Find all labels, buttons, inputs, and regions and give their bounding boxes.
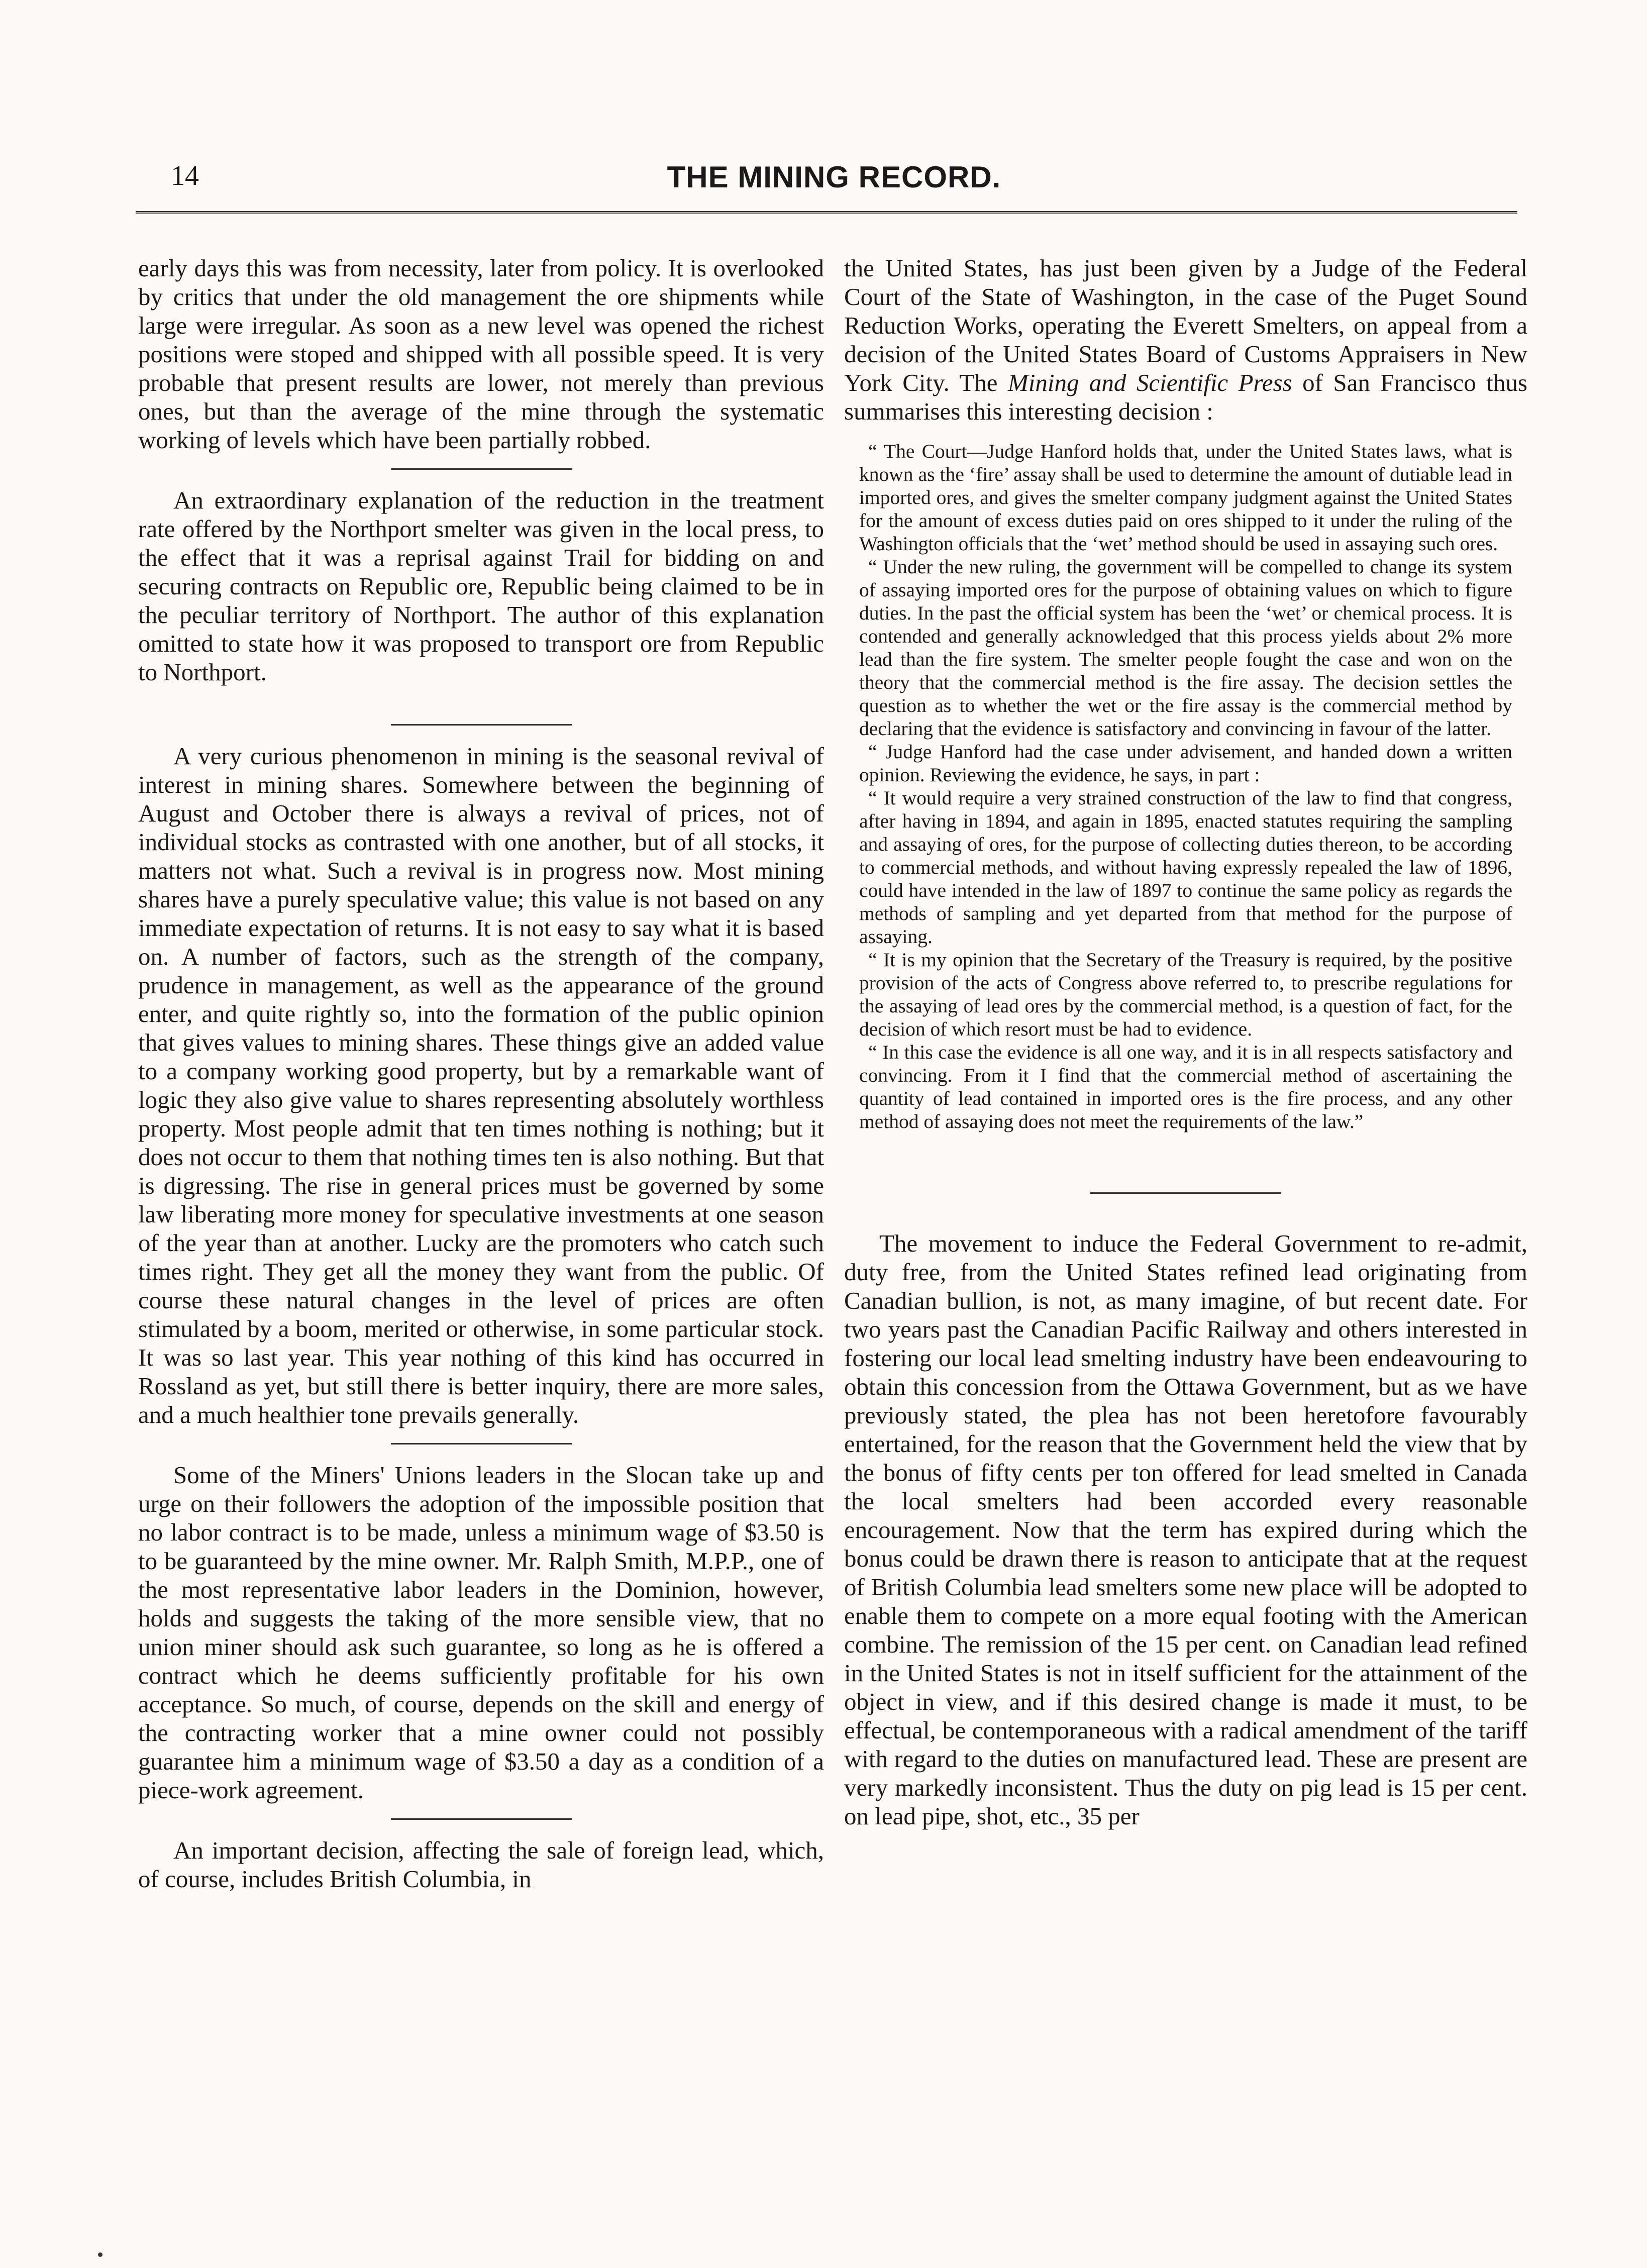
section-divider	[391, 724, 572, 726]
paragraph-important-decision: An important decision, affecting the sale of foreign lead, which, of course, includes British Columbia, in	[138, 1836, 824, 1893]
paragraph-miners-unions: Some of the Miners' Unions leaders in the Slocan take up and urge on their followers the adoption of the impossible position that no labor contract is to be made, unless a minimum wage of $3.50 is to be guaranteed by the mine owner. Mr. Ralph Smith, M.P.P., one of the most representative labor leaders in the Dominion, however, holds and suggests the taking of the more sensible view, that no union miner should ask such guarantee, so long as he is offered a contract which he deems sufficiently profitable for his own acceptance. So much, of course, depends on the skill and energy of the contracting worker that a mine owner could not possibly guarantee him a minimum wage of $3.50 a day as a condition of a piece-work agreement.	[138, 1461, 824, 1804]
paragraph-northport-smelter: An extraordinary explanation of the reduction in the treatment rate offered by the Northport smelter was given in the local press, to the effect that it was a reprisal against Trail for bidding on and securing contracts on Republic ore, Republic being claimed to be in the peculiar territory of Northport. The author of this explanation omitted to state how it was proposed to transport ore from Republic to Northport.	[138, 486, 824, 686]
running-title: THE MINING RECORD.	[667, 160, 1001, 194]
quote-paragraph: “ Judge Hanford had the case under advisement, and handed down a written opinion. Reviewing the evidence, he says, in part :	[859, 741, 1512, 786]
section-divider	[391, 1818, 572, 1820]
decision-intro-text: the United States, has just been given by a Judge of the Federal Court of the State of Washington, in the case of the Puget Sound Reduction Works, operating the Everett Smelters, on appeal from a decision of the United States Board of Customs Appraisers in New York City. The	[844, 254, 1527, 396]
quote-paragraph: “ It is my opinion that the Secretary of the Treasury is required, by the positive provision of the acts of Congress above referred to, to prescribe regulations for the assaying of lead ores by the commercial method, is a question of fact, for the decision of which resort must be had to evidence.	[859, 949, 1512, 1040]
section-divider	[391, 468, 572, 470]
paragraph-old-management: early days this was from necessity, later from policy. It is overlooked by critics that under the old management the ore shipments while large were irregular. As soon as a new level was opened the richest positions were stoped and shipped with all possible speed. It is very probable that present results are lower, not merely than previous ones, but than the average of the mine through the systematic working of levels which have been partially robbed.	[138, 254, 824, 454]
quote-paragraph: “ Under the new ruling, the government will be compelled to change its system of assaying imported ores for the purpose of obtaining values on which to figure duties. In the past the official system has been the ‘wet’ or chemical process. It is contended and generally acknowledged that this process yields about 2% more lead than the fire system. The smelter people fought the case and won on the theory that the commercial method is the fire assay. The decision settles the question as to whether the wet or the fire assay is the commercial method by declaring that the evidence is satisfactory and convincing in favour of the latter.	[859, 556, 1512, 740]
left-column	[138, 254, 824, 1893]
quote-paragraph: “ It would require a very strained construction of the law to find that congress, after having in 1894, and again in 1895, enacted statutes requiring the sampling and assaying of ores, for the purpose of collecting duties thereon, to be according to commercial methods, and without having expressly repealed the law of 1896, could have intended in the law of 1897 to continue the same policy as regards the methods of sampling and yet departed from that method for the purpose of assaying.	[859, 787, 1512, 948]
quote-paragraph: “ In this case the evidence is all one way, and it is in all respects satisfactory and convincing. From it I find that the commercial method of ascertaining the quantity of lead contained in imported ores is the fire process, and any other method of assaying does not meet the requirements of the law.”	[859, 1041, 1512, 1132]
section-divider	[391, 1443, 572, 1445]
paragraph-decision-intro	[844, 254, 1527, 426]
right-column	[844, 254, 1527, 1830]
quote-paragraph: “ The Court—Judge Hanford holds that, under the United States laws, what is known as the ‘fire’ assay shall be used to determine the amount of dutiable lead in imported ores, and gives the smelter company judgment against the United States for the amount of excess duties paid on ores shipped to it under the ruling of the Washington officials that the ‘wet’ method should be used in assaying such ores.	[859, 440, 1512, 555]
page-number: 14	[171, 160, 199, 191]
page-header	[151, 160, 1517, 205]
section-divider	[1090, 1192, 1281, 1194]
header-rule	[136, 211, 1517, 214]
decision-intro-text-end: of San Francisco thus summarises this interesting decision :	[844, 369, 1527, 425]
paragraph-lead-duty-movement: The movement to induce the Federal Government to re-admit, duty free, from the United States refined lead originating from Canadian bullion, is not, as many imagine, of but recent date. For two years past the Canadian Pacific Railway and others interested in fostering our local lead smelting industry have been endeavouring to obtain this concession from the Ottawa Government, but as we have previously stated, the plea has not been heretofore favourably entertained, for the reason that the Government held the view that by the bonus of fifty cents per ton offered for lead smelted in Canada the local smelters had been accorded every reasonable encouragement. Now that the term has expired during which the bonus could be drawn there is reason to anticipate that at the request of British Columbia lead smelters some new place will be adopted to enable them to compete on a more equal footing with the American combine. The remission of the 15 per cent. on Canadian lead refined in the United States is not in itself sufficient for the attainment of the object in view, and if this desired change is made it must, to be effectual, be contemporaneous with a radical amendment of the tariff with regard to the duties on manufactured lead. These are present are very markedly inconsistent. Thus the duty on pig lead is 15 per cent. on lead pipe, shot, etc., 35 per	[844, 1229, 1527, 1830]
page-mark	[98, 2252, 102, 2257]
publication-name: Mining and Scientific Press	[1007, 369, 1292, 396]
court-quotation	[844, 440, 1527, 1133]
paragraph-seasonal-revival: A very curious phenomenon in mining is the seasonal revival of interest in mining shares. Somewhere between the beginning of August and October there is always a revival of prices, not of individual stocks as contrasted with one another, but of all stocks, it matters not what. Such a revival is in progress now. Most mining shares have a purely speculative value; this value is not based on any immediate expectation of returns. It is not easy to say what it is based on. A number of factors, such as the strength of the company, prudence in management, as well as the appearance of the ground enter, and quite rightly so, into the formation of the public opinion that gives values to mining shares. These things give an added value to a company working good property, but by a remarkable want of logic they also give value to shares representing absolutely worthless property. Most people admit that ten times nothing is nothing; but it does not occur to them that nothing times ten is also nothing. But that is digressing. The rise in general prices must be governed by some law liberating more money for speculative investments at one season of the year than at another. Lucky are the promoters who catch such times right. They get all the money they want from the public. Of course these natural changes in the level of prices are often stimulated by a boom, merited or otherwise, in some particular stock. It was so last year. This year nothing of this kind has occurred in Rossland as yet, but still there is better inquiry, there are more sales, and a much healthier tone prevails generally.	[138, 742, 824, 1428]
